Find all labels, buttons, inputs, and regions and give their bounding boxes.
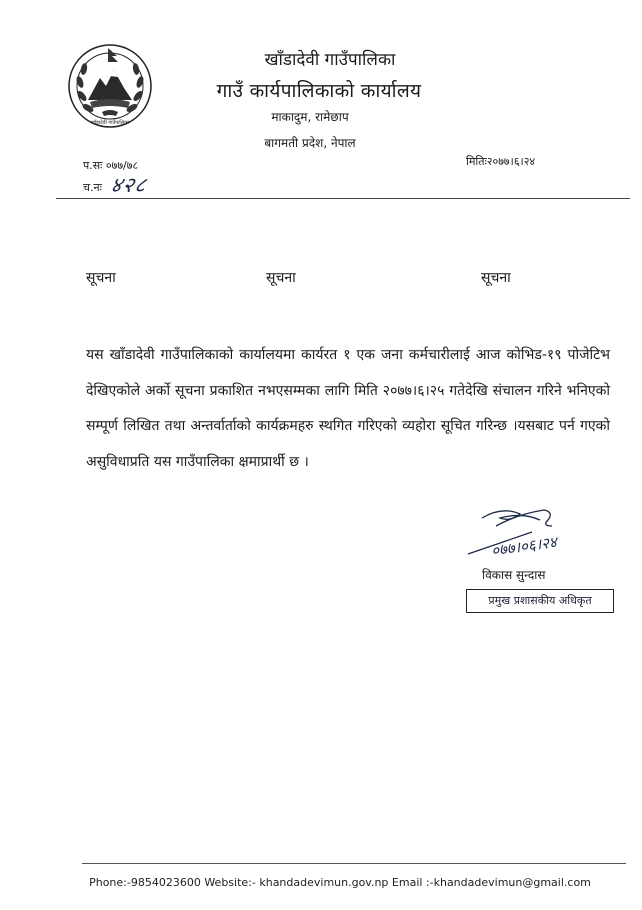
dispatch-label: च.नः [83,181,102,194]
government-emblem-logo [66,42,154,130]
dispatch-number-handwritten: ४२८ [108,173,150,197]
signatory-name: विकास सुन्दास [482,568,546,582]
header-divider [56,198,630,199]
letter-date: मितिः२०७७।६।२४ [466,155,536,168]
notice-title-left: सूचना [86,270,116,286]
footer-contact: Phone:-9854023600 Website:- khandadevimun.gov.np Email :-khandadevimun@gmail.com [89,876,591,889]
svg-text:०७७।०६।२४: ०७७।०६।२४ [490,532,558,560]
municipality-name: खाँडादेवी गाउँपालिका [264,50,396,70]
official-title-stamp: प्रमुख प्रशासकीय अधिकृत [466,589,614,613]
office-name: गाउँ कार्यपालिकाको कार्यालय [216,80,422,102]
handwritten-signature [462,496,612,566]
notice-title-center: सूचना [266,270,296,286]
svg-text:खाँडादेवी गाउँपालिका: खाँडादेवी गाउँपालिका [90,120,130,126]
footer-divider [82,863,626,864]
letter-number: प.सः ०७७/७८ [83,159,139,172]
address-line-1: माकादुम, रामेछाप [271,110,349,124]
notice-title-right: सूचना [481,270,511,286]
notice-body: यस खाँडादेवी गाउँपालिकाको कार्यालयमा कार्यरत १ एक जना कर्मचारीलाई आज कोभिड-१९ पोजेटिभ देखिएकोले अर्को सूचना प्रकाशित नभएसम्मका लागि मिति २०७७।६।२५ गतेदेखि संचालन गरिने भनिएको सम्पूर्ण लिखित तथा अन्तर्वार्ताको कार्यक्रमहरु स्थगित गरिएको व्यहोरा सूचित गरिन्छ ।यसबाट पर्न गएको असुविधाप्रति यस गाउँपालिका क्षमाप्रार्थी छ । [86,347,610,470]
address-line-2: बागमती प्रदेश, नेपाल [264,136,356,150]
